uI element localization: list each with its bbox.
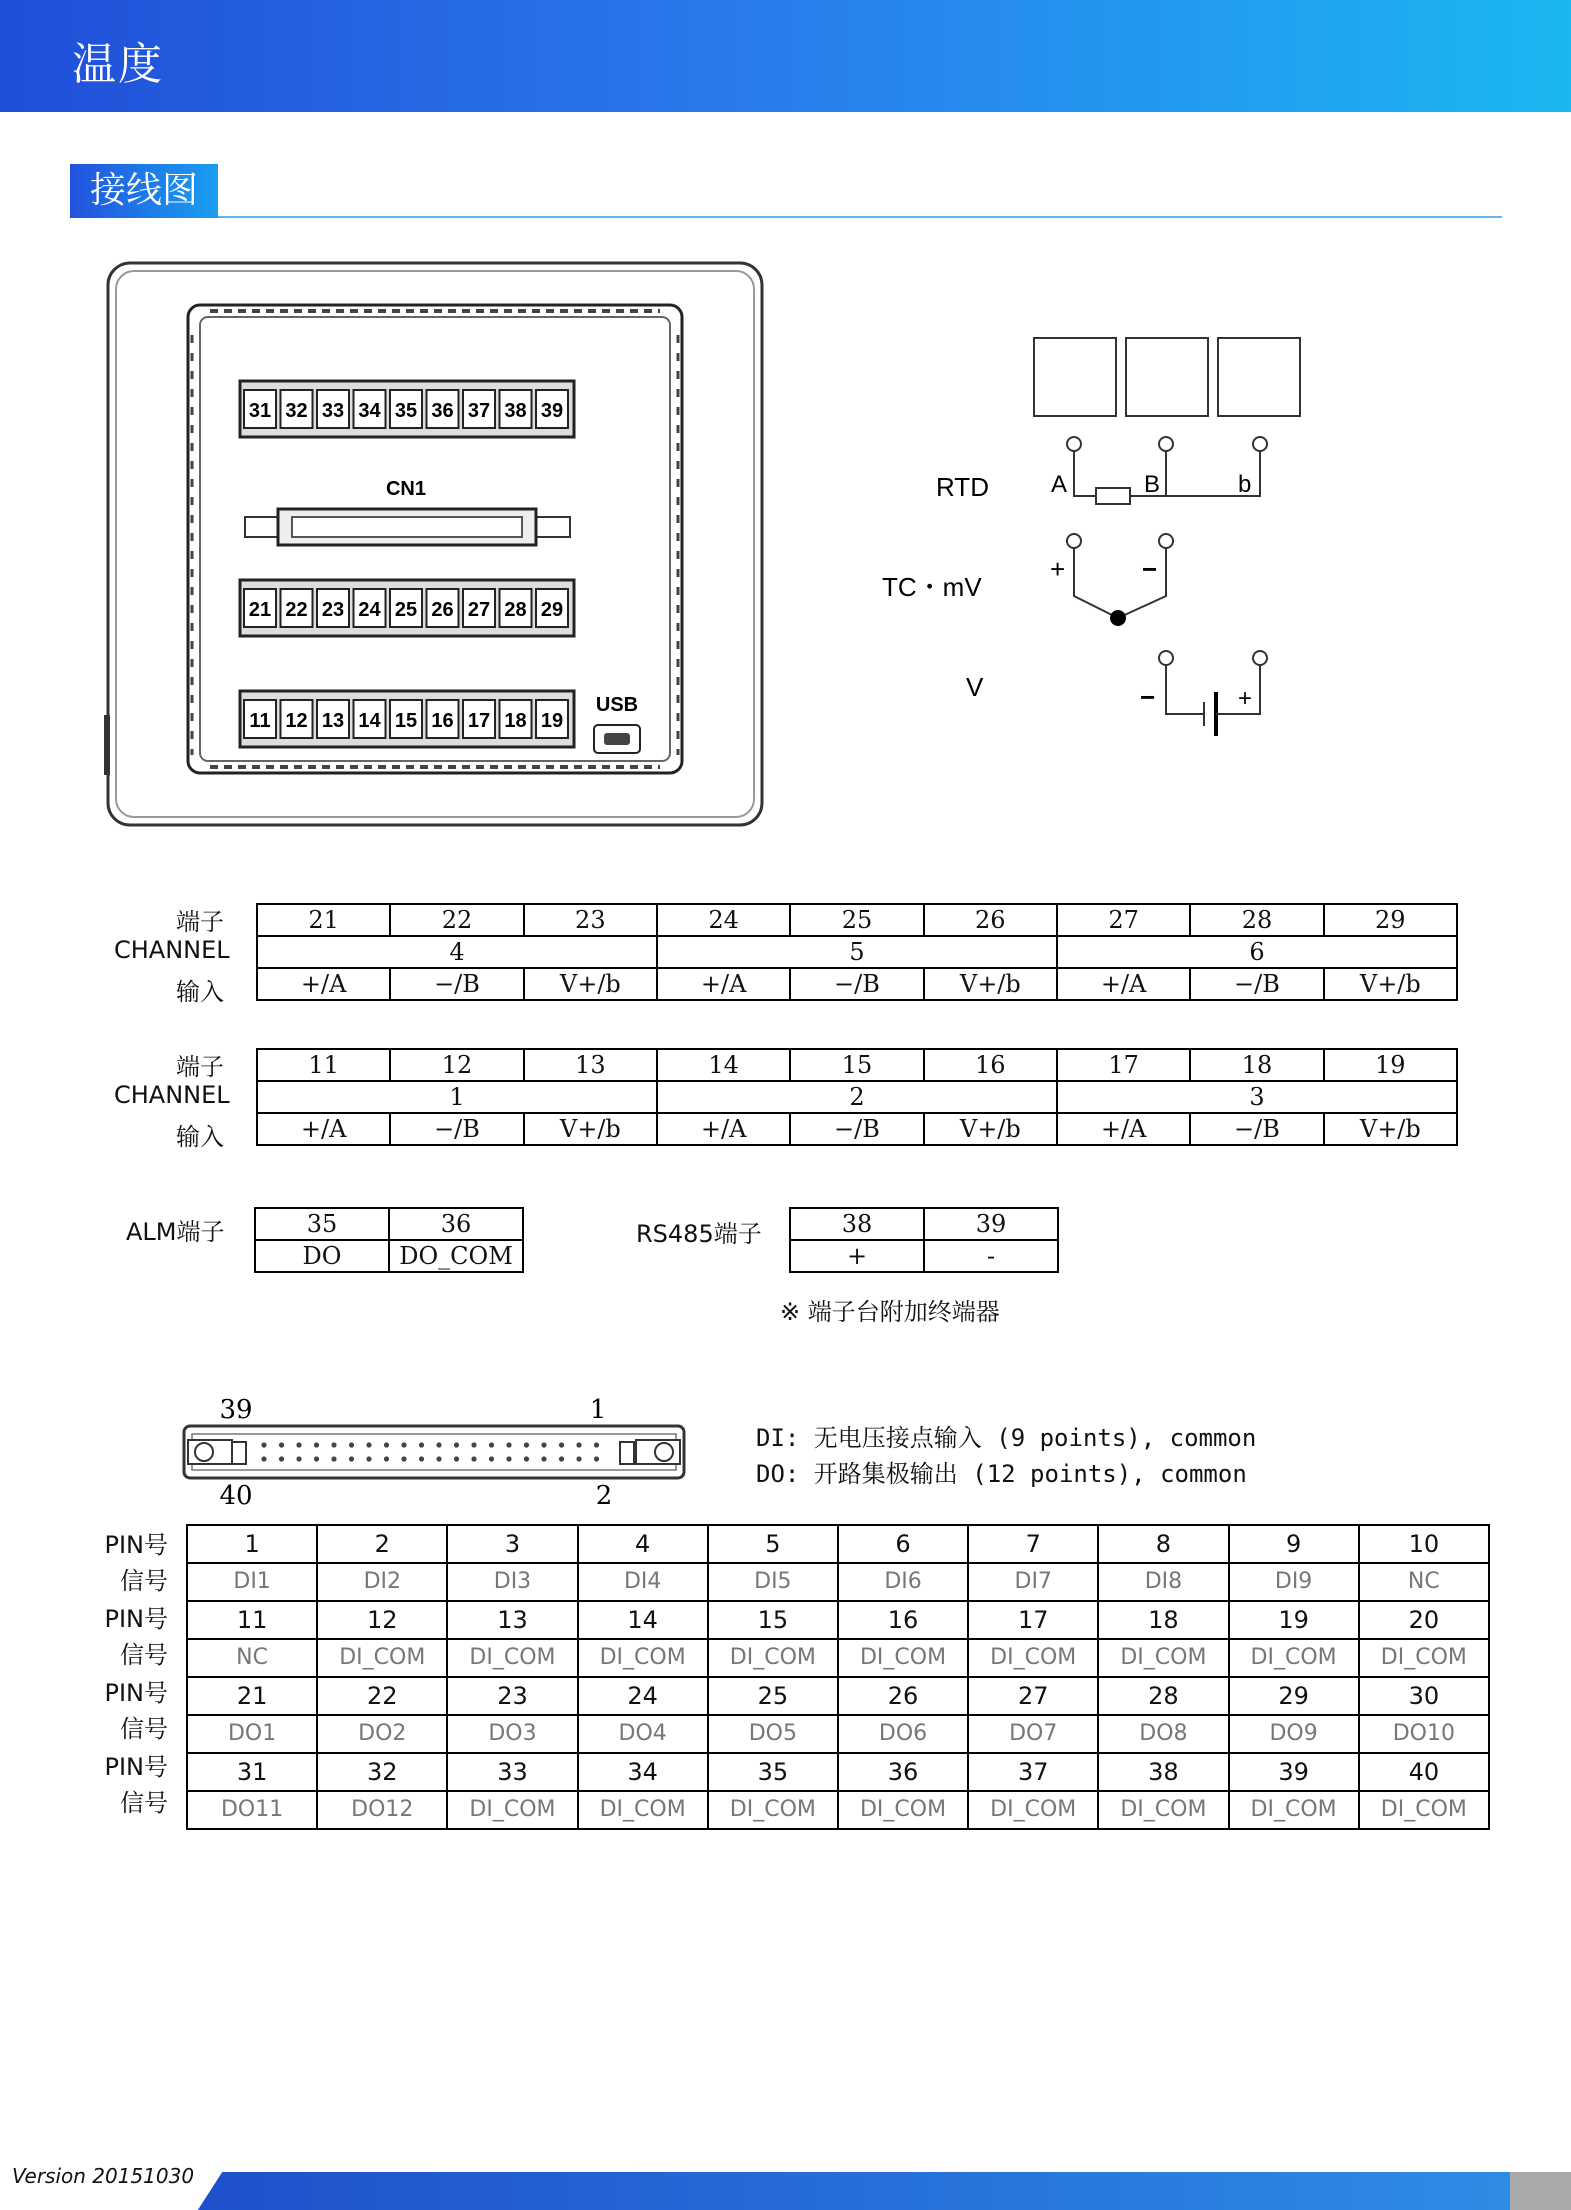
terminal-number: 15 [394, 710, 418, 732]
connector-pin-dot [261, 1456, 266, 1461]
connector-pin-dot [279, 1442, 284, 1447]
pin-number-cell: 34 [578, 1753, 708, 1791]
terminal-number: 12 [285, 710, 308, 732]
device-diagram [100, 255, 770, 835]
alm-terminal-35: 35 [255, 1208, 389, 1240]
terminal-number-cell: 27 [1057, 904, 1190, 936]
terminal-number: 16 [431, 710, 454, 732]
pin-signal-cell: DI_COM [317, 1639, 447, 1677]
terminal-table-channels-1-3 [256, 1048, 1458, 1146]
input-cell: −/B [1190, 1113, 1323, 1145]
pin-signal-table [186, 1524, 1490, 1830]
pin-number-cell: 37 [968, 1753, 1098, 1791]
input-cell: V+/b [524, 968, 657, 1000]
v-plus: + [1238, 685, 1253, 712]
pin-signal-cell: DI7 [968, 1563, 1098, 1601]
pin-signal-cell: DI_COM [1098, 1639, 1228, 1677]
connector-pin-dot [489, 1442, 494, 1447]
pin-signal-cell: DI_COM [1229, 1639, 1359, 1677]
connector-pin-dot [436, 1442, 441, 1447]
connector-pin-dot [401, 1456, 406, 1461]
pin-number-cell: 8 [1098, 1525, 1228, 1563]
input-cell: −/B [390, 968, 523, 1000]
pin-number-cell: 33 [447, 1753, 577, 1791]
pin-signal-cell: DO3 [447, 1715, 577, 1753]
pin-number-cell: 26 [838, 1677, 968, 1715]
connector-pin-dot [419, 1442, 424, 1447]
input-cell: −/B [790, 1113, 923, 1145]
pin-signal-cell: DI6 [838, 1563, 968, 1601]
alm-terminal-36: 36 [389, 1208, 523, 1240]
page-title: 温度 [72, 39, 164, 90]
connector-pin-dot [384, 1442, 389, 1447]
v-minus: − [1140, 682, 1156, 712]
input-cell: −/B [790, 968, 923, 1000]
rs485-terminal-39: 39 [924, 1208, 1058, 1240]
pin-number-cell: 19 [1229, 1601, 1359, 1639]
channel-cell: 1 [257, 1081, 657, 1113]
pin-signal-cell: DI_COM [447, 1639, 577, 1677]
terminal-number: 36 [431, 400, 454, 422]
cn1-label: CN1 [385, 478, 427, 500]
pin-signal-cell: DI_COM [708, 1639, 838, 1677]
pin-row-label: PIN号 [104, 1753, 168, 1781]
pin-signal-cell: DO2 [317, 1715, 447, 1753]
pin-number-cell: 15 [708, 1601, 838, 1639]
connector-pin-dot [489, 1456, 494, 1461]
connector-pin-dot [541, 1442, 546, 1447]
channel-cell: 5 [657, 936, 1057, 968]
rtd-terminal-a: A [1051, 471, 1068, 498]
signal-row-label: 信号 [120, 1567, 168, 1595]
pin-signal-cell: DO9 [1229, 1715, 1359, 1753]
input-cell: +/A [1057, 968, 1190, 1000]
terminal-number: 25 [394, 599, 418, 621]
pin-signal-cell: DO4 [578, 1715, 708, 1753]
terminal-number-cell: 29 [1324, 904, 1457, 936]
connector-pin-dot [594, 1442, 599, 1447]
connector-pin-dot [331, 1442, 336, 1447]
pin-signal-cell: DO1 [187, 1715, 317, 1753]
footer-page-marker [1510, 2172, 1571, 2210]
label-input-b: 输入 [176, 1123, 224, 1151]
terminal-row-bottom [244, 700, 568, 738]
input-cell: V+/b [1324, 1113, 1457, 1145]
footer-bar [0, 2172, 1571, 2210]
pin-signal-cell: DI_COM [838, 1791, 968, 1829]
connector-pin-dot [559, 1456, 564, 1461]
pin-number-cell: 5 [708, 1525, 838, 1563]
input-cell: +/A [1057, 1113, 1190, 1145]
connector-pin-dot [506, 1442, 511, 1447]
pin-number-cell: 11 [187, 1601, 317, 1639]
terminal-number: 24 [358, 599, 381, 621]
pin-signal-cell: DI8 [1098, 1563, 1228, 1601]
pin-row-label: PIN号 [104, 1679, 168, 1707]
connector-pin-dot [279, 1456, 284, 1461]
terminal-number: 17 [467, 710, 491, 732]
pin-number-cell: 9 [1229, 1525, 1359, 1563]
pin-number-cell: 23 [447, 1677, 577, 1715]
pin-signal-cell: DI3 [447, 1563, 577, 1601]
input-cell: +/A [257, 1113, 390, 1145]
connector-pin-dot [506, 1456, 511, 1461]
terminal-number: 22 [285, 599, 308, 621]
pin-signal-cell: DO10 [1359, 1715, 1489, 1753]
pin-signal-cell: NC [187, 1639, 317, 1677]
connector-pin-dot [541, 1456, 546, 1461]
pin-number-cell: 20 [1359, 1601, 1489, 1639]
terminal-number: 29 [540, 599, 564, 621]
rs485-signal-plus: + [790, 1240, 924, 1272]
pin-signal-cell: DI_COM [578, 1791, 708, 1829]
input-cell: V+/b [924, 1113, 1057, 1145]
connector-pin-dot [331, 1456, 336, 1461]
pin-number-cell: 31 [187, 1753, 317, 1791]
connector-pin-dot [576, 1456, 581, 1461]
terminal-number: 21 [248, 599, 272, 621]
terminal-number-cell: 18 [1190, 1049, 1323, 1081]
pin-signal-cell: DO7 [968, 1715, 1098, 1753]
connector-pin-2: 2 [595, 1481, 613, 1511]
connector-pin-dot [296, 1442, 301, 1447]
pin-number-cell: 36 [838, 1753, 968, 1791]
connector-pin-dot [436, 1456, 441, 1461]
pin-signal-cell: DO6 [838, 1715, 968, 1753]
pin-number-cell: 2 [317, 1525, 447, 1563]
rs485-terminal-38: 38 [790, 1208, 924, 1240]
pin-number-cell: 29 [1229, 1677, 1359, 1715]
terminal-number: 19 [540, 710, 564, 732]
pin-number-cell: 27 [968, 1677, 1098, 1715]
label-terminal-b: 端子 [176, 1053, 224, 1081]
connector-pin-dot [471, 1442, 476, 1447]
terminal-number-cell: 12 [390, 1049, 523, 1081]
usb-label: USB [595, 694, 639, 716]
alm-signal-do-com: DO_COM [389, 1240, 523, 1272]
terminal-number-cell: 26 [924, 904, 1057, 936]
terminal-number: 32 [285, 400, 308, 422]
rs485-terminal-label: RS485端子 [636, 1220, 762, 1248]
pin-signal-cell: DI9 [1229, 1563, 1359, 1601]
terminal-number: 18 [504, 710, 527, 732]
connector-pin-dot [296, 1456, 301, 1461]
input-cell: +/A [657, 968, 790, 1000]
pin-signal-cell: DI_COM [968, 1639, 1098, 1677]
pin-signal-cell: DI_COM [708, 1791, 838, 1829]
input-cell: V+/b [924, 968, 1057, 1000]
connector-pin-dot [366, 1456, 371, 1461]
pin-signal-cell: DI2 [317, 1563, 447, 1601]
pin-number-cell: 4 [578, 1525, 708, 1563]
terminal-number: 11 [249, 710, 271, 732]
connector-pin-dot [471, 1456, 476, 1461]
pin-number-cell: 16 [838, 1601, 968, 1639]
pin-number-cell: 14 [578, 1601, 708, 1639]
pin-number-cell: 25 [708, 1677, 838, 1715]
pin-number-cell: 28 [1098, 1677, 1228, 1715]
terminal-number: 37 [467, 400, 491, 422]
input-cell: V+/b [1324, 968, 1457, 1000]
pin-signal-cell: DI4 [578, 1563, 708, 1601]
terminal-number: 13 [321, 710, 345, 732]
label-terminal-a: 端子 [176, 908, 224, 936]
terminal-number: 35 [394, 400, 418, 422]
connector-pin-dot [594, 1456, 599, 1461]
channel-cell: 3 [1057, 1081, 1457, 1113]
terminal-number: 31 [248, 400, 272, 422]
connector-pin-dot [401, 1442, 406, 1447]
alm-signal-do: DO [255, 1240, 389, 1272]
section-divider [218, 216, 1502, 218]
pin-signal-cell: NC [1359, 1563, 1489, 1601]
connector-pin-dot [454, 1456, 459, 1461]
connector-pin-dot [349, 1456, 354, 1461]
pin-number-cell: 35 [708, 1753, 838, 1791]
pin-signal-cell: DI_COM [968, 1791, 1098, 1829]
signal-row-label: 信号 [120, 1715, 168, 1743]
input-cell: V+/b [524, 1113, 657, 1145]
pin-number-cell: 38 [1098, 1753, 1228, 1791]
connector-pin-dot [559, 1442, 564, 1447]
connector-pin-40: 40 [219, 1481, 253, 1511]
connector-pin-1: 1 [589, 1395, 607, 1425]
terminal-number-cell: 24 [657, 904, 790, 936]
terminal-number-cell: 17 [1057, 1049, 1190, 1081]
connector-pin-dot [349, 1442, 354, 1447]
connector-pin-dot [524, 1456, 529, 1461]
terminal-number: 27 [467, 599, 491, 621]
pin-row-label: PIN号 [104, 1531, 168, 1559]
alm-terminal-table [254, 1207, 524, 1273]
pin-number-cell: 21 [187, 1677, 317, 1715]
terminal-number-cell: 15 [790, 1049, 923, 1081]
rs485-note: ※ 端子台附加终端器 [780, 1298, 1000, 1326]
terminal-row-middle [244, 589, 568, 627]
pin-number-cell: 12 [317, 1601, 447, 1639]
terminal-table-channels-4-6 [256, 903, 1458, 1001]
terminal-number: 23 [321, 599, 345, 621]
terminal-number-cell: 21 [257, 904, 390, 936]
tc-minus: − [1142, 554, 1158, 584]
pin-number-cell: 18 [1098, 1601, 1228, 1639]
terminal-row-top [244, 390, 568, 428]
pin-number-cell: 40 [1359, 1753, 1489, 1791]
pin-number-cell: 30 [1359, 1677, 1489, 1715]
signal-row-label: 信号 [120, 1641, 168, 1669]
alm-terminal-label: ALM端子 [126, 1218, 225, 1246]
connector-pin-dot [314, 1456, 319, 1461]
pin-signal-cell: DI_COM [1098, 1791, 1228, 1829]
do-note: DO: 开路集极输出 (12 points), common [756, 1460, 1247, 1488]
input-cell: +/A [257, 968, 390, 1000]
terminal-number: 26 [431, 599, 454, 621]
terminal-number: 38 [504, 400, 527, 422]
sensor-wiring-diagram [860, 320, 1320, 750]
terminal-number-cell: 28 [1190, 904, 1323, 936]
tc-plus: + [1050, 554, 1066, 584]
pin-signal-cell: DI_COM [447, 1791, 577, 1829]
connector-pin-dot [366, 1442, 371, 1447]
rtd-terminal-b-small: b [1238, 471, 1252, 498]
section-title: 接线图 [70, 164, 218, 218]
pin-signal-cell: DI_COM [578, 1639, 708, 1677]
terminal-number-cell: 16 [924, 1049, 1057, 1081]
pin-signal-cell: DI1 [187, 1563, 317, 1601]
rs485-terminal-table [789, 1207, 1059, 1273]
pin-number-cell: 7 [968, 1525, 1098, 1563]
terminal-number: 39 [540, 400, 564, 422]
pin-number-cell: 10 [1359, 1525, 1489, 1563]
di-note: DI: 无电压接点输入 (9 points), common [756, 1424, 1257, 1452]
pin-signal-cell: DI_COM [1359, 1791, 1489, 1829]
pin-signal-cell: DO11 [187, 1791, 317, 1829]
channel-cell: 4 [257, 936, 657, 968]
rs485-signal-minus: - [924, 1240, 1058, 1272]
connector-pin-dot [314, 1442, 319, 1447]
label-input-a: 输入 [176, 978, 224, 1006]
rtd-terminal-b: B [1144, 471, 1161, 498]
terminal-number-cell: 19 [1324, 1049, 1457, 1081]
input-cell: −/B [390, 1113, 523, 1145]
pin-signal-cell: DO5 [708, 1715, 838, 1753]
terminal-number-cell: 23 [524, 904, 657, 936]
pin-row-label: PIN号 [104, 1605, 168, 1633]
terminal-number-cell: 14 [657, 1049, 790, 1081]
pin-number-cell: 3 [447, 1525, 577, 1563]
pin-number-cell: 17 [968, 1601, 1098, 1639]
input-cell: −/B [1190, 968, 1323, 1000]
rtd-label: RTD [936, 472, 989, 502]
pin-number-cell: 1 [187, 1525, 317, 1563]
pin-number-cell: 13 [447, 1601, 577, 1639]
channel-cell: 2 [657, 1081, 1057, 1113]
terminal-number: 28 [504, 599, 527, 621]
channel-cell: 6 [1057, 936, 1457, 968]
terminal-number-cell: 13 [524, 1049, 657, 1081]
label-channel-b: CHANNEL [114, 1081, 230, 1109]
footer-version: Version 20151030 [12, 2164, 195, 2188]
label-channel-a: CHANNEL [114, 936, 230, 964]
pin-number-cell: 39 [1229, 1753, 1359, 1791]
terminal-number-cell: 25 [790, 904, 923, 936]
page-header [0, 0, 1571, 112]
tc-mv-label: TC・mV [882, 572, 982, 602]
terminal-number: 14 [358, 710, 381, 732]
terminal-number: 34 [358, 400, 381, 422]
pin-signal-cell: DI_COM [1359, 1639, 1489, 1677]
v-label: V [966, 672, 984, 702]
connector-pin-dot [576, 1442, 581, 1447]
terminal-number-cell: 22 [390, 904, 523, 936]
input-cell: +/A [657, 1113, 790, 1145]
connector-40pin-diagram [180, 1390, 700, 1520]
pin-signal-cell: DI_COM [838, 1639, 968, 1677]
connector-pin-dot [524, 1442, 529, 1447]
terminal-number: 33 [321, 400, 345, 422]
terminal-number-cell: 11 [257, 1049, 390, 1081]
pin-number-cell: 24 [578, 1677, 708, 1715]
connector-pin-dot [419, 1456, 424, 1461]
connector-pin-39: 39 [219, 1395, 253, 1425]
pin-signal-cell: DI_COM [1229, 1791, 1359, 1829]
pin-number-cell: 6 [838, 1525, 968, 1563]
connector-pin-dot [261, 1442, 266, 1447]
pin-signal-cell: DI5 [708, 1563, 838, 1601]
connector-pin-dot [454, 1442, 459, 1447]
connector-pin-dot [384, 1456, 389, 1461]
signal-row-label: 信号 [120, 1789, 168, 1817]
pin-signal-cell: DO8 [1098, 1715, 1228, 1753]
pin-number-cell: 32 [317, 1753, 447, 1791]
pin-signal-cell: DO12 [317, 1791, 447, 1829]
pin-number-cell: 22 [317, 1677, 447, 1715]
